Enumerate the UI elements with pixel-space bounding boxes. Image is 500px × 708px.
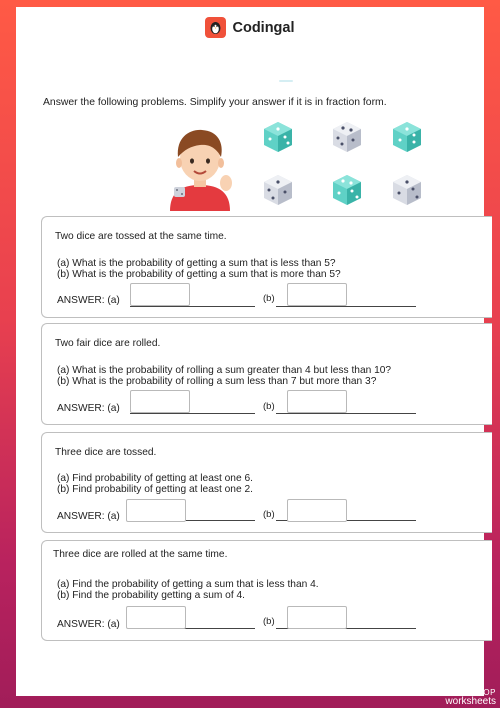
answer-label: ANSWER: (a) — [57, 295, 120, 306]
answer-input-b[interactable] — [287, 283, 347, 306]
dice-icon — [390, 173, 424, 207]
answer-input-a[interactable] — [130, 283, 190, 306]
answer-b-label: (b) — [263, 401, 275, 412]
problem-card — [41, 323, 492, 425]
dice-icon — [261, 120, 295, 154]
brand-name: Codingal — [232, 19, 295, 36]
answer-input-b[interactable] — [287, 499, 347, 522]
answer-b-label: (b) — [263, 293, 275, 304]
problem-title: Two dice are tossed at the same time. — [55, 231, 227, 242]
answer-b-label: (b) — [263, 616, 275, 627]
worksheet — [16, 7, 484, 696]
question-a: (a) Find the probability of getting a sum that is less than 4. — [57, 579, 319, 590]
problem-card — [41, 540, 492, 641]
question-a: (a) Find probability of getting at least one 6. — [57, 473, 253, 484]
answer-line-a — [130, 413, 255, 414]
problem-title: Three dice are tossed. — [55, 447, 157, 458]
answer-line-b — [276, 413, 416, 414]
answer-input-a[interactable] — [130, 390, 190, 413]
dice-icon — [330, 120, 364, 154]
question-b: (b) What is the probability of rolling a sum less than 7 but more than 3? — [57, 376, 377, 387]
question-b: (b) Find probability of getting at least one 2. — [57, 484, 253, 495]
answer-input-b[interactable] — [287, 390, 347, 413]
question-a: (a) What is the probability of rolling a sum greater than 4 but less than 10? — [57, 365, 392, 376]
topworksheets-watermark — [445, 688, 496, 706]
brand-header — [16, 17, 484, 38]
problem-title: Two fair dice are rolled. — [55, 338, 161, 349]
dice-icon — [261, 173, 295, 207]
question-b: (b) Find the probability getting a sum of 4. — [57, 590, 246, 601]
answer-label: ANSWER: (a) — [57, 511, 120, 522]
boy-illustration — [164, 127, 236, 211]
answer-input-a[interactable] — [126, 606, 186, 629]
instruction-text: Answer the following problems. Simplify your answer if it is in fraction form. — [43, 97, 387, 108]
problem-title: Three dice are rolled at the same time. — [53, 549, 228, 560]
divider — [279, 80, 293, 82]
answer-b-label: (b) — [263, 509, 275, 520]
watermark-worksheets: worksheets — [445, 696, 496, 707]
watermark-top: TOP — [478, 688, 496, 697]
question-a: (a) What is the probability of getting a sum that is less than 5? — [57, 258, 336, 269]
answer-label: ANSWER: (a) — [57, 403, 120, 414]
answer-line-b — [276, 306, 416, 307]
question-b: (b) What is the probability of getting a sum that is more than 5? — [57, 269, 341, 280]
dice-icon — [330, 173, 364, 207]
answer-label: ANSWER: (a) — [57, 619, 120, 630]
dice-icon — [390, 120, 424, 154]
problem-card — [41, 216, 492, 318]
answer-line-a — [130, 306, 255, 307]
answer-input-a[interactable] — [126, 499, 186, 522]
codingal-logo-icon — [205, 17, 226, 38]
problem-card — [41, 432, 492, 533]
answer-input-b[interactable] — [287, 606, 347, 629]
